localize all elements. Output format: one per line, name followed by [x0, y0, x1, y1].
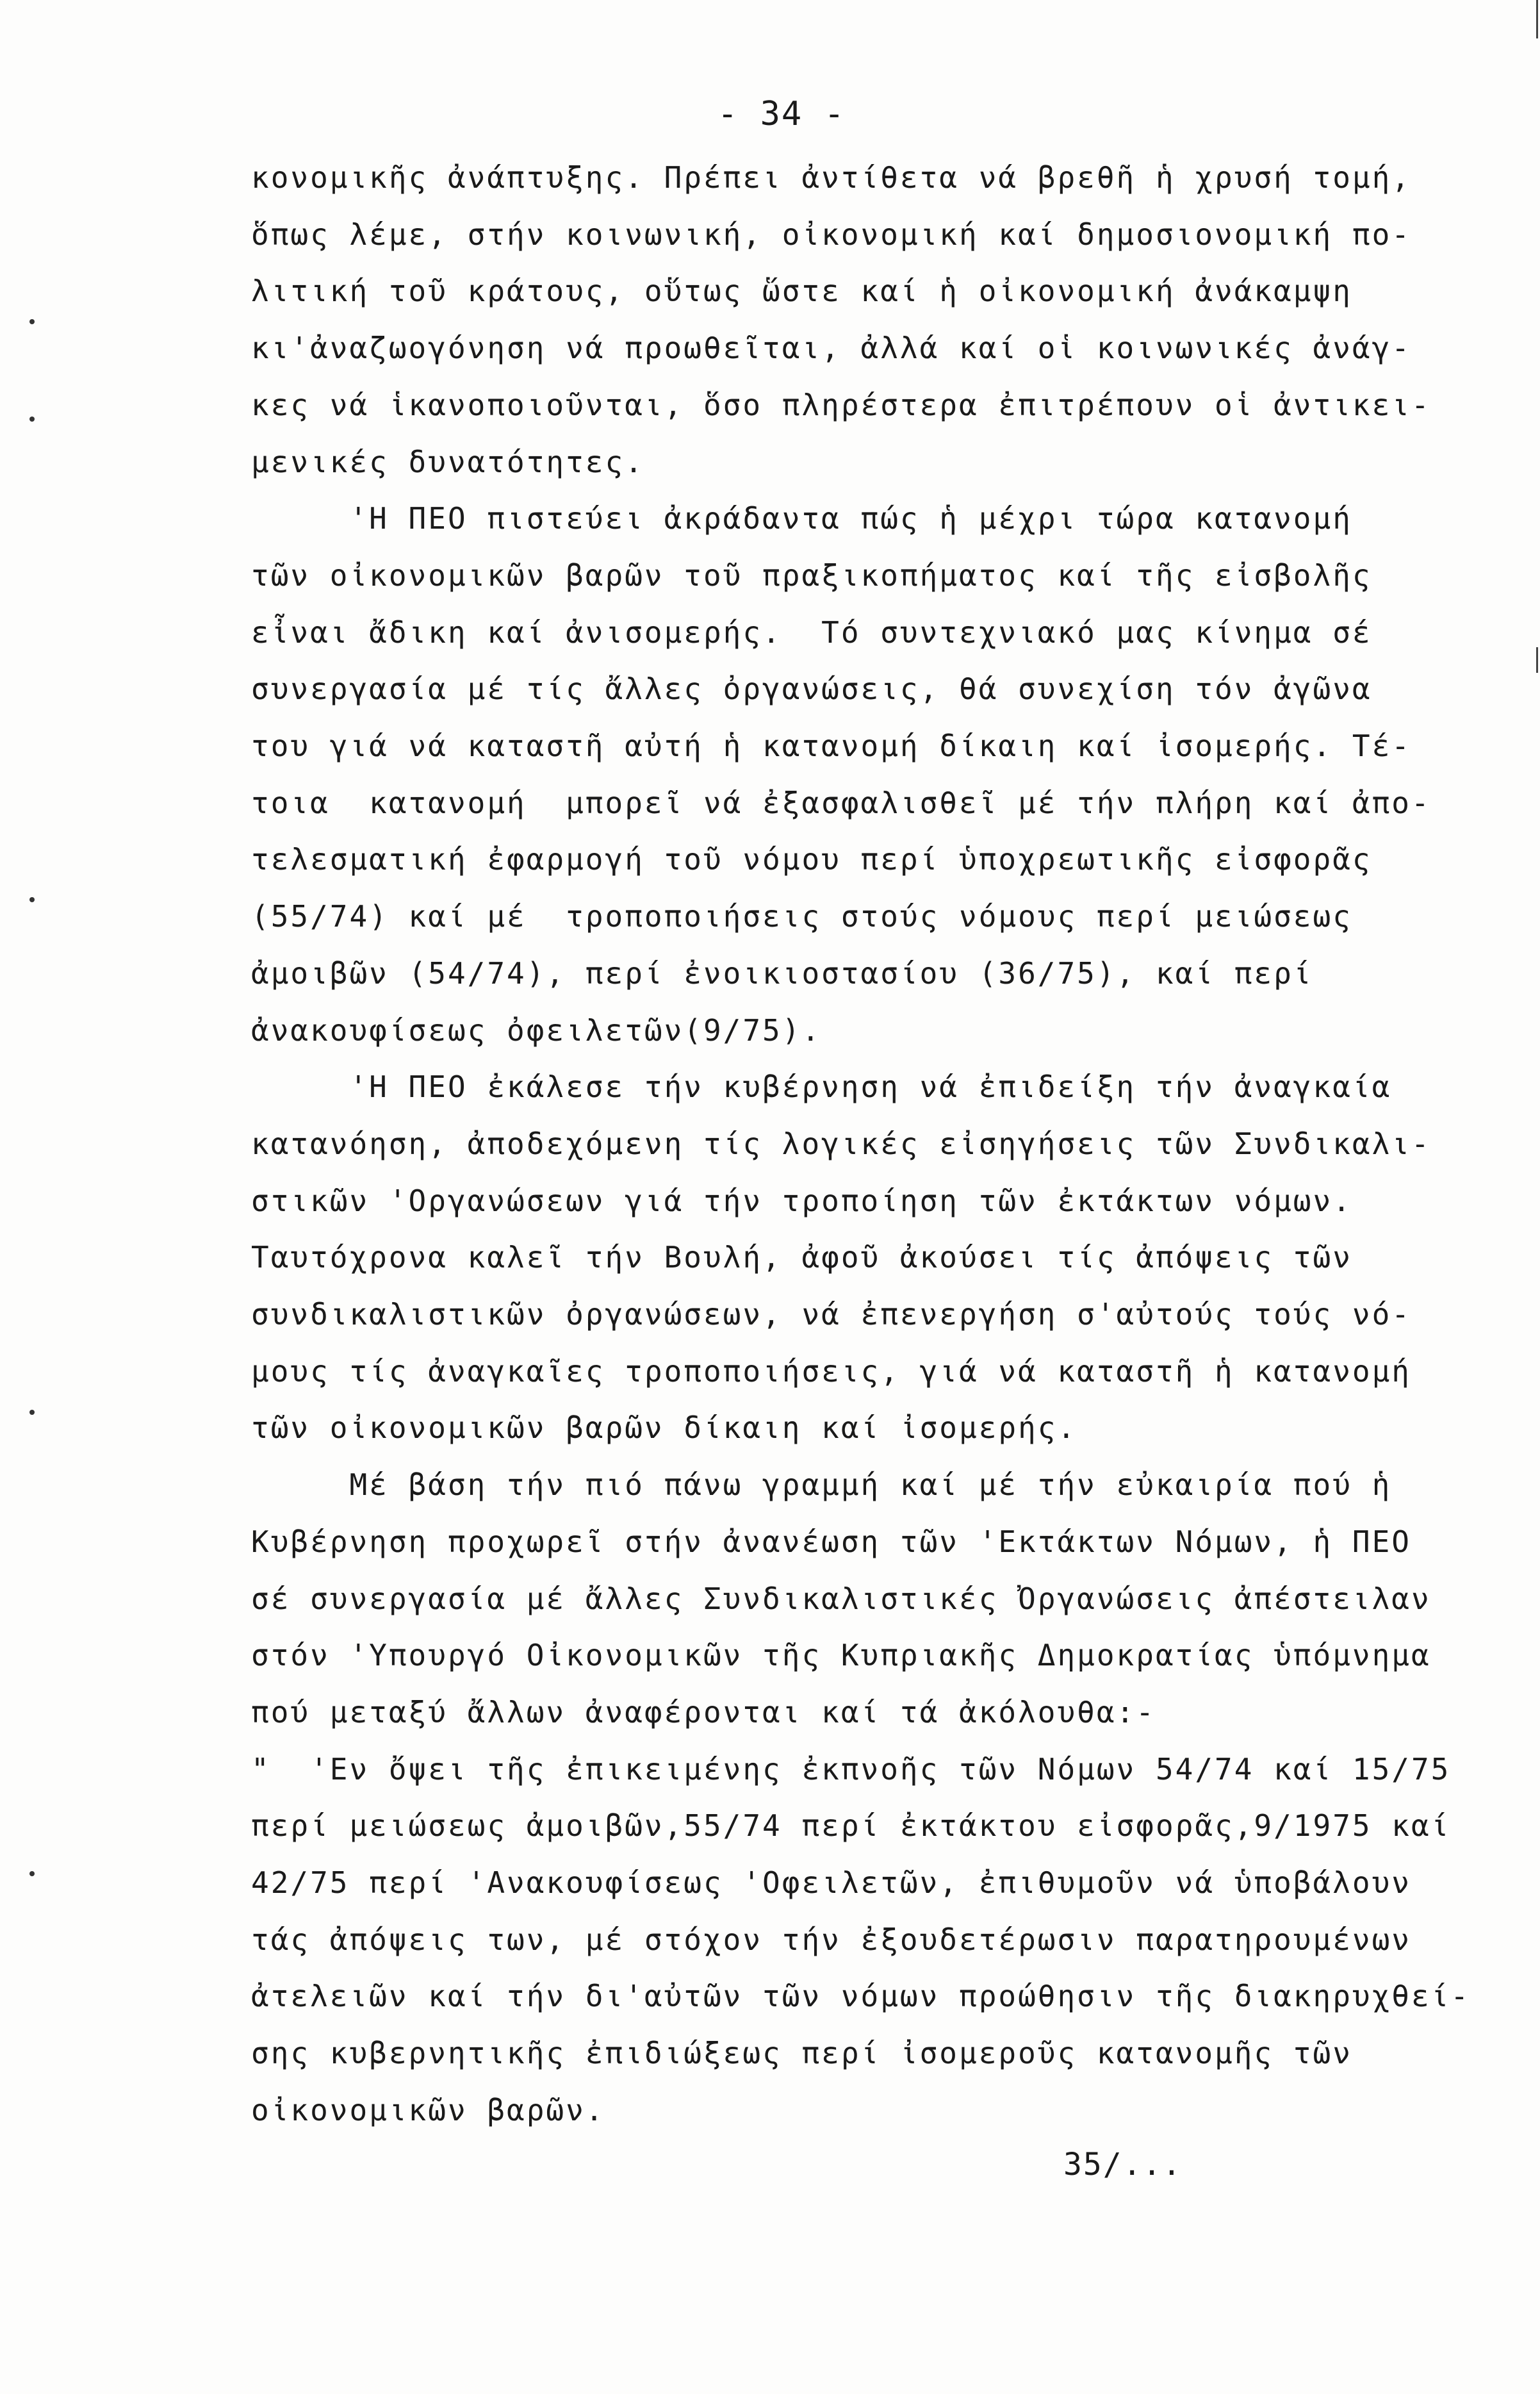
text-line: κες νά ἱκανοποιοῦνται, ὅσο πληρέστερα ἐπιτρέπουν οἱ ἀντικει- — [251, 387, 1431, 422]
text-line: κονομικῆς ἀνάπτυξης. Πρέπει ἀντίθετα νά βρεθῆ ἡ χρυσή τομή, — [251, 160, 1411, 195]
text-line: οἰκονομικῶν βαρῶν. — [251, 2092, 605, 2127]
text-line: κατανόηση, ἀποδεχόμενη τίς λογικές εἰσηγήσεις τῶν Συνδικαλι- — [251, 1126, 1431, 1161]
text-line: συνδικαλιστικῶν ὀργανώσεων, νά ἐπενεργήση σ'αὐτούς τούς νό- — [251, 1297, 1411, 1332]
text-line: Ταυτόχρονα καλεῖ τήν Βουλή, ἀφοῦ ἀκούσει τίς ἀπόψεις τῶν — [251, 1240, 1352, 1275]
text-line: Κυβέρνηση προχωρεῖ στήν ἀνανέωση τῶν 'Εκτάκτων Νόμων, ἡ ΠΕΟ — [251, 1524, 1411, 1559]
text-line: εἶναι ἄδικη καί ἀνισομερής. Τό συντεχνιακό μας κίνημα σέ — [251, 615, 1372, 650]
text-line: Μέ βάση τήν πιό πάνω γραμμή καί μέ τήν εὐκαιρία πού ἡ — [251, 1467, 1392, 1503]
text-line: στόν 'Υπουργό Οἰκονομικῶν τῆς Κυπριακῆς Δημοκρατίας ὑπόμνημα — [251, 1638, 1431, 1673]
text-line: ἀνακουφίσεως ὀφειλετῶν(9/75). — [251, 1012, 822, 1048]
text-line: " 'Εν ὄψει τῆς ἐπικειμένης ἐκπνοῆς τῶν Νόμων 54/74 καί 15/75 — [251, 1751, 1451, 1787]
continuation-marker: 35/... — [1063, 2147, 1183, 2183]
text-line: (55/74) καί μέ τροποποιήσεις στούς νόμους περί μειώσεως — [251, 899, 1352, 934]
text-line: πού μεταξύ ἄλλων ἀναφέρονται καί τά ἀκόλουθα:- — [251, 1694, 1156, 1729]
text-line: μους τίς ἀναγκαῖες τροποποιήσεις, γιά νά καταστῆ ἡ κατανομή — [251, 1353, 1411, 1389]
text-line: κι'ἀναζωογόνηση νά προωθεῖται, ἀλλά καί οἱ κοινωνικές ἀνάγ- — [251, 331, 1411, 366]
text-line: 42/75 περί 'Ανακουφίσεως 'Οφειλετῶν, ἐπιθυμοῦν νά ὑποβάλουν — [251, 1865, 1411, 1900]
text-line: 'Η ΠΕΟ πιστεύει ἀκράδαντα πώς ἡ μέχρι τώρα κατανομή — [251, 501, 1352, 536]
scan-dot — [29, 1410, 35, 1415]
scan-dot — [29, 417, 35, 422]
text-line: ὅπως λέμε, στήν κοινωνική, οἰκονομική καί δημοσιονομική πο- — [251, 217, 1411, 252]
scan-dot — [29, 1871, 35, 1876]
scan-dot — [29, 897, 35, 902]
text-line: μενικές δυνατότητες. — [251, 444, 644, 479]
text-line: τάς ἀπόψεις των, μέ στόχον τήν ἐξουδετέρωσιν παρατηρουμένων — [251, 1922, 1411, 1957]
text-line: σέ συνεργασία μέ ἄλλες Συνδικαλιστικές Ὀργανώσεις ἀπέστειλαν — [251, 1581, 1431, 1616]
text-line: ἀτελειῶν καί τήν δι'αὐτῶν τῶν νόμων προώθησιν τῆς διακηρυχθεί- — [251, 1979, 1471, 2014]
page-number: - 34 - — [717, 95, 846, 133]
text-line: 'Η ΠΕΟ ἐκάλεσε τήν κυβέρνηση νά ἐπιδείξη τήν ἀναγκαία — [251, 1069, 1392, 1105]
text-line: σης κυβερνητικῆς ἐπιδιώξεως περί ἰσομεροῦς κατανομῆς τῶν — [251, 2036, 1352, 2071]
text-line: στικῶν 'Οργανώσεων γιά τήν τροποίηση τῶν ἐκτάκτων νόμων. — [251, 1183, 1352, 1218]
scan-edge-mark — [1536, 647, 1538, 673]
text-line: συνεργασία μέ τίς ἄλλες ὀργανώσεις, θά συνεχίση τόν ἀγῶνα — [251, 672, 1372, 707]
text-line: λιτική τοῦ κράτους, οὕτως ὥστε καί ἡ οἰκονομική ἀνάκαμψη — [251, 274, 1352, 309]
text-line: του γιά νά καταστῆ αὐτή ἡ κατανομή δίκαιη καί ἰσομερής. Τέ- — [251, 729, 1411, 763]
text-line: τελεσματική ἐφαρμογή τοῦ νόμου περί ὑποχρεωτικῆς εἰσφορᾶς — [251, 842, 1372, 877]
scan-dot — [29, 319, 35, 324]
scan-edge-mark — [1536, 0, 1538, 38]
text-line: τοια κατανομή μπορεῖ νά ἐξασφαλισθεῖ μέ τήν πλήρη καί ἀπο- — [251, 785, 1431, 820]
text-line: τῶν οἰκονομικῶν βαρῶν δίκαιη καί ἰσομερής. — [251, 1410, 1077, 1446]
text-line: τῶν οἰκονομικῶν βαρῶν τοῦ πραξικοπήματος καί τῆς εἰσβολῆς — [251, 557, 1372, 593]
text-line: περί μειώσεως ἀμοιβῶν,55/74 περί ἐκτάκτου εἰσφορᾶς,9/1975 καί — [251, 1808, 1451, 1844]
text-line: ἀμοιβῶν (54/74), περί ἐνοικιοστασίου (36/75), καί περί — [251, 955, 1313, 991]
